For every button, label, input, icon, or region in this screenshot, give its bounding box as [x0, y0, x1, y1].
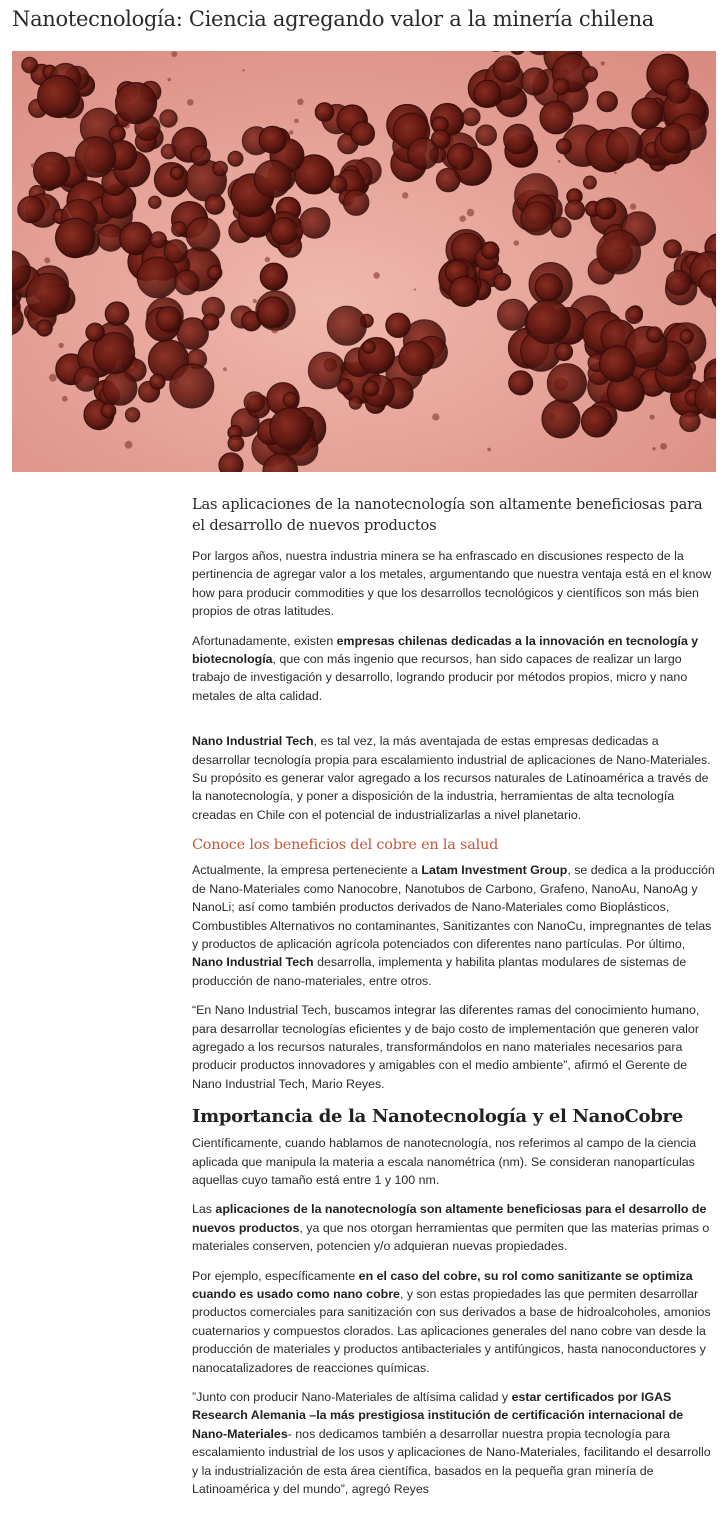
- bold-text: aplicaciones de la nanotecnología son altamente beneficiosas para el desarrollo de nuevos productos: [192, 1202, 707, 1235]
- particle: [680, 411, 700, 431]
- particle-speck: [625, 252, 631, 258]
- particle: [271, 218, 298, 245]
- particle: [260, 263, 287, 290]
- particle: [137, 257, 178, 298]
- particle: [584, 176, 597, 189]
- particle: [34, 152, 70, 188]
- particle-speck: [364, 179, 369, 184]
- particle: [149, 196, 161, 208]
- paragraph-quote-reyes: “En Nano Industrial Tech, buscamos integrar las diferentes ramas del conocimiento humano, para desarrollar tecnologías eficientes y de bajo costo de implementación que generen valor agregado a los recursos naturales, transformándolos en nano materiales necesarios para producir productos innovadores y amigables con el medio ambiente”, afirmó el Gerente de Nano Industrial Tech, Mario Reyes.: [192, 1003, 700, 1091]
- particle-speck: [297, 99, 303, 105]
- particle-speck: [558, 160, 561, 163]
- particle: [482, 242, 499, 259]
- particle-speck: [223, 367, 227, 371]
- paragraph-nano-industrial-tech: [192, 732, 718, 824]
- particle-speck: [414, 288, 416, 290]
- particle: [160, 110, 177, 127]
- text: Actualmente, la empresa perteneciente a: [192, 863, 422, 878]
- particle: [56, 218, 95, 257]
- particle: [205, 195, 224, 214]
- particle-speck: [289, 130, 293, 134]
- particle: [597, 92, 617, 112]
- particle: [219, 453, 243, 472]
- particle: [535, 274, 562, 301]
- particle-speck: [253, 299, 257, 303]
- particle: [660, 124, 689, 153]
- particle-speck: [125, 441, 133, 449]
- particle: [582, 67, 597, 82]
- particle-speck: [467, 209, 475, 217]
- particle: [565, 200, 584, 219]
- particle: [36, 320, 52, 336]
- particle: [521, 202, 554, 235]
- text: , que con más ingenio que recursos, han sido capaces de realizar un largo trabajo de investigación y desarrollo, logrando producir por métodos propios, micro y nano metales de alta calidad.: [192, 652, 688, 703]
- particle-speck: [630, 203, 636, 209]
- text: - nos dedicamos también a desarrollar nuestra propia tecnología para escalamiento industrial de los usos y aplicaciones de Nano-Materiales, facilitando el desarrollo y la industrialización de esta área científica, basados en la pequeña gran minería de Latinoamérica y del mundo”, agregó Reyes: [192, 1426, 711, 1497]
- particle: [74, 367, 98, 391]
- particle: [386, 313, 410, 337]
- particle: [18, 196, 44, 222]
- particle: [186, 218, 220, 252]
- particle: [547, 364, 586, 403]
- article-title: Nanotecnología: Ciencia agregando valor a la minería chilena: [12, 7, 655, 31]
- nanoparticle-micrograph-image: [12, 51, 716, 472]
- particle: [172, 222, 187, 237]
- text: Las: [192, 1202, 216, 1217]
- particle: [213, 161, 228, 176]
- particle: [666, 271, 690, 295]
- particle: [191, 146, 210, 165]
- particle-speck: [295, 227, 302, 234]
- particle-speck: [549, 413, 556, 420]
- particle: [476, 125, 496, 145]
- bold-text: Nano Industrial Tech: [192, 955, 314, 970]
- particle: [437, 168, 460, 191]
- particle-speck: [468, 270, 475, 277]
- particle: [327, 306, 366, 345]
- particle-speck: [564, 69, 569, 74]
- particle-speck: [568, 115, 574, 121]
- particle-speck: [459, 215, 466, 222]
- particle: [270, 408, 312, 450]
- particle: [351, 122, 374, 145]
- particle-speck: [671, 100, 678, 107]
- particle: [666, 80, 690, 104]
- particle-speck: [171, 51, 177, 57]
- particle: [103, 371, 137, 405]
- particle-speck: [315, 378, 318, 381]
- particle-speck: [265, 257, 270, 262]
- particle: [557, 139, 572, 154]
- particle: [408, 138, 439, 169]
- particle-speck: [524, 157, 527, 160]
- particle: [626, 307, 643, 324]
- particle: [582, 406, 613, 437]
- particle: [364, 381, 379, 396]
- particle-speck: [684, 261, 691, 268]
- particle: [338, 379, 353, 394]
- particle-speck: [652, 447, 655, 450]
- particle: [555, 343, 572, 360]
- paragraph-copper: [192, 1267, 718, 1377]
- paragraph-certification: [192, 1388, 718, 1498]
- particle: [540, 101, 573, 134]
- particle-speck: [31, 163, 36, 168]
- particle: [449, 277, 479, 307]
- paragraph-companies: [192, 632, 718, 706]
- particle: [607, 127, 643, 163]
- particle-speck: [650, 415, 655, 420]
- paragraph-applications: [192, 1200, 718, 1255]
- particle-speck: [379, 349, 386, 356]
- particle: [171, 167, 184, 180]
- particle-speck: [242, 69, 244, 71]
- particle-speck: [77, 88, 79, 90]
- particle-speck: [123, 121, 130, 128]
- particle-speck: [432, 413, 439, 420]
- text: desarrolla, implementa y habilita plantas modulares de sistemas de producción de nano-materiales, entre otros.: [192, 955, 687, 988]
- particle-speck: [663, 76, 665, 78]
- particle: [228, 151, 243, 166]
- particle-speck: [187, 99, 194, 106]
- particle-speck: [696, 251, 698, 253]
- particle-speck: [271, 327, 278, 334]
- particle: [101, 403, 116, 418]
- particle: [86, 323, 104, 341]
- particle-speck: [402, 192, 408, 198]
- particle-speck: [523, 163, 525, 165]
- particle: [596, 199, 616, 219]
- particle: [542, 400, 580, 438]
- particle-speck: [174, 380, 178, 384]
- particle-speck: [514, 240, 520, 246]
- particle: [258, 297, 289, 328]
- particle-speck: [33, 275, 39, 281]
- text: Por ejemplo, específicamente: [192, 1268, 359, 1283]
- particle: [509, 371, 533, 395]
- particle-speck: [192, 241, 195, 244]
- particle-speck: [547, 381, 552, 386]
- particle: [474, 80, 501, 107]
- particle: [553, 79, 569, 95]
- text: , es tal vez, la más aventajada de estas empresas dedicadas a desarrollar tecnología propia para escalamiento industrial de aplicaciones de Nano-Materiales. Su propósito es generar valor agregado a los recursos naturales de Latinoamérica a través de la nanotecnología, y poner a disposición de la industria, herramientas de alta tecnología creadas en Chile con el potencial de industrializarlas a nivel planetario.: [192, 734, 711, 822]
- particle-speck: [373, 272, 380, 279]
- bold-text: en el caso del cobre, su rol como sanitizante se optimiza cuando es usado como nano cobre: [192, 1268, 693, 1301]
- particle-speck: [591, 377, 593, 379]
- section-heading: Importancia de la Nanotecnología y el NanoCobre: [192, 1106, 683, 1128]
- copper-health-link[interactable]: Conoce los beneficios del cobre en la salud: [192, 837, 499, 854]
- paragraph-latam-investment: [192, 861, 718, 990]
- hero-image: [12, 51, 716, 472]
- particle: [203, 314, 219, 330]
- text: Afortunadamente, existen: [192, 633, 337, 648]
- particle: [399, 341, 434, 376]
- particle: [283, 392, 298, 407]
- particle-speck: [59, 343, 64, 348]
- bold-text: Latam Investment Group: [421, 863, 568, 878]
- article-lead: Las aplicaciones de la nanotecnología son altamente beneficiosas para el desarrollo de nuevos productos: [192, 496, 703, 534]
- particle-speck: [44, 257, 50, 263]
- particle-speck: [556, 112, 559, 115]
- particle: [228, 436, 244, 452]
- particle-speck: [656, 61, 660, 65]
- bold-text: empresas chilenas dedicadas a la innovación en tecnología y biotecnología: [192, 633, 699, 667]
- particle: [164, 240, 187, 263]
- particle: [494, 56, 520, 82]
- particle: [254, 160, 291, 197]
- particle: [600, 346, 636, 382]
- particle: [126, 408, 140, 422]
- particle: [315, 103, 333, 121]
- particle: [632, 98, 663, 129]
- text: , se dedica a la producción de Nano-Materiales como Nanocobre, Nanotubos de Carbono, Grafeno, NanoAu, NanoAg y NanoLi; así como también productos derivados de Nano-Materiales como Bioplásticos, Combustibles Alternativos no contaminantes, Sanitizantes con NanoCu, impregnantes de telas y productos de aplicación agrícola potenciados con diferentes nano partículas. Por último,: [192, 863, 715, 951]
- particle-speck: [683, 250, 690, 257]
- particle: [597, 230, 641, 274]
- particle: [150, 374, 165, 389]
- particle-speck: [458, 165, 463, 170]
- particle: [105, 302, 128, 325]
- particle: [498, 299, 529, 330]
- particle: [75, 137, 115, 177]
- particle-speck: [168, 78, 171, 81]
- text: ”Junto con producir Nano-Materiales de altísima calidad y: [192, 1390, 512, 1405]
- text: , y son estas propiedades las que permiten desarrollar productos comerciales para sanitización con sus derivados a base de hidroalcoholes, amonios cuaternarios y compuestos clorados. Las aplicaciones generales del nano cobre van desde la producción de materiales y productos antibacteriales y antifúngicos, hasta nanoconductores y nanocatalizadores de reacciones químicas.: [192, 1287, 711, 1375]
- particle-speck: [487, 448, 491, 452]
- particle: [175, 270, 199, 294]
- particle: [363, 341, 376, 354]
- particle: [109, 126, 125, 142]
- particle: [244, 392, 264, 412]
- particle-speck: [62, 396, 68, 402]
- particle: [664, 240, 682, 258]
- particle: [26, 273, 70, 317]
- article-body: [192, 494, 718, 1509]
- particle: [22, 57, 38, 73]
- particle: [208, 266, 222, 280]
- particle-speck: [601, 61, 605, 65]
- particle: [680, 330, 693, 343]
- particle: [527, 300, 571, 344]
- particle: [504, 124, 533, 153]
- particle: [349, 397, 361, 409]
- particle: [647, 327, 663, 343]
- paragraph-scientific: Científicamente, cuando hablamos de nanotecnología, nos referimos al campo de la ciencia aplicada que manipula la materia a escala nanométrica (nm). Se consideran nanopartículas aquellas cuyo tamaño está entre 1 y 100 nm.: [192, 1136, 697, 1187]
- particle: [161, 144, 176, 159]
- paragraph-intro: Por largos años, nuestra industria minera se ha enfrascado en discusiones respecto de la pertinencia de agregar valor a los metales, argumentando que nuestra ventaja está en el know how para producir commodities y que los desarrollos tecnológicos y científicos son más bien propios de otras latitudes.: [192, 549, 712, 619]
- particle-speck: [294, 119, 299, 124]
- particle-speck: [614, 172, 617, 175]
- particle: [259, 126, 286, 153]
- bold-text: Nano Industrial Tech: [192, 734, 314, 749]
- particle: [463, 108, 480, 125]
- particle: [156, 307, 181, 332]
- text: , ya que nos otorgan herramientas que permiten que las materias primas o materiales conserven, potencien y/o adquieran nuevas propiedades.: [192, 1220, 710, 1254]
- particle: [300, 208, 330, 238]
- particle: [170, 364, 214, 408]
- particle: [521, 68, 548, 95]
- bold-text: estar certificados por IGAS Research Alemania –la más prestigiosa institución de certificación internacional de Nano-Materiales: [192, 1390, 684, 1441]
- particle-speck: [660, 443, 667, 450]
- particle: [38, 76, 80, 118]
- particle: [343, 190, 368, 215]
- particle: [116, 83, 157, 124]
- particle: [494, 274, 511, 291]
- particle-speck: [151, 249, 158, 256]
- particle-speck: [49, 374, 57, 382]
- particle: [150, 232, 166, 248]
- particle: [155, 163, 189, 197]
